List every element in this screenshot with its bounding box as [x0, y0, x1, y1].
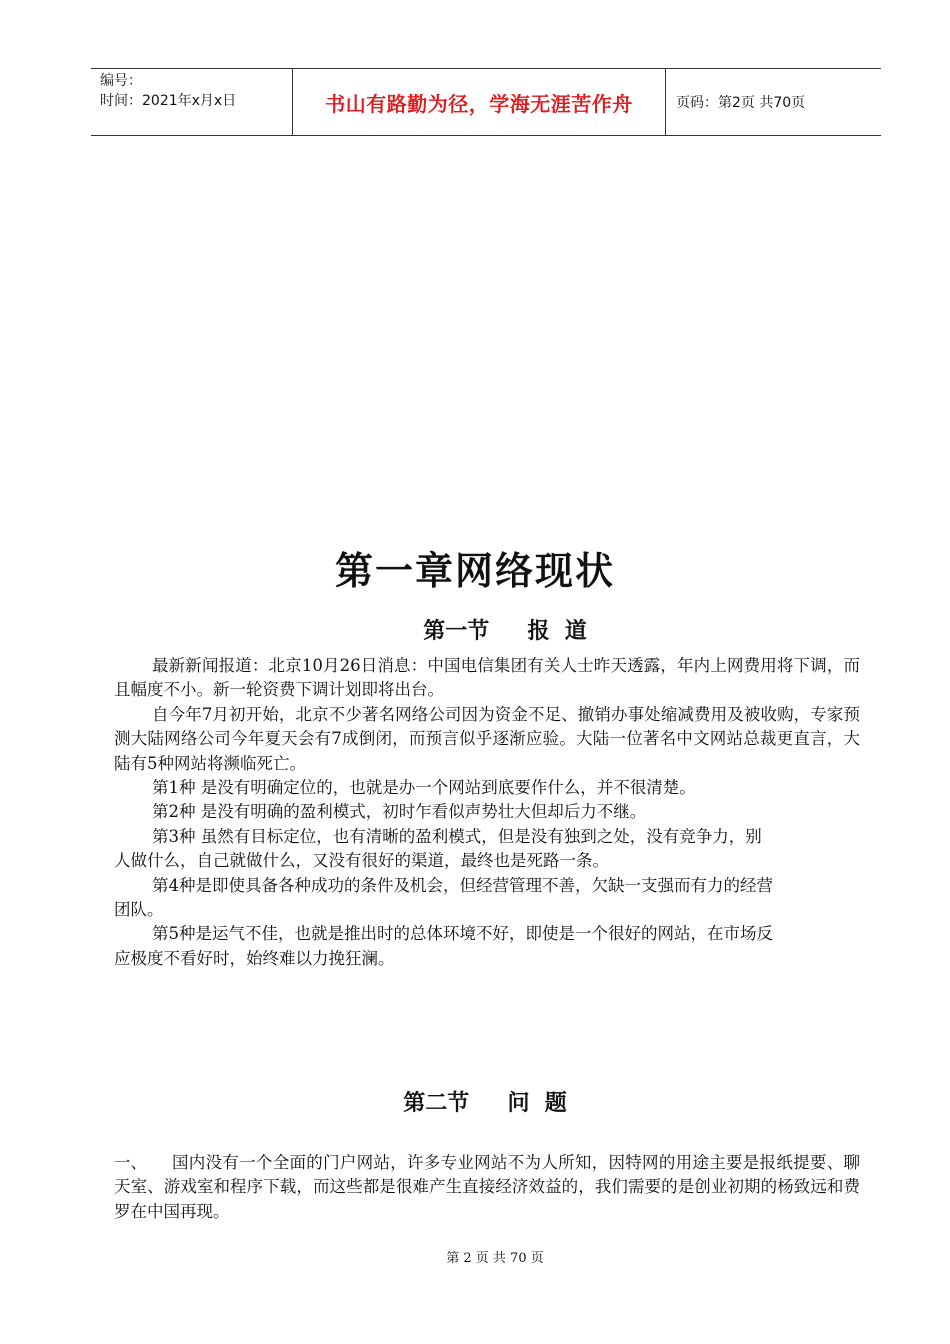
- header-motto: 书山有路勤为径，学海无涯苦作舟: [293, 69, 666, 135]
- paragraph: 团队。: [114, 900, 164, 920]
- section-title-2: 第二节 问 题: [403, 1091, 567, 1116]
- page-header: [91, 68, 881, 136]
- paragraph: 第5种是运气不佳，也就是推出时的总体环境不好，即使是一个很好的网站，在市场反: [152, 924, 773, 944]
- list-item-text: 国内没有一个全面的门户网站，许多专业网站不为人所知，因特网的用途主要是报纸提要、聊天室、游戏室和程序下载，而这些都是很难产生直接经济效益的，我们需要的是创业初期的杨致远和费罗在中国再现。: [114, 1153, 860, 1221]
- paragraph: 第3种 虽然有目标定位，也有清晰的盈利模式，但是没有独到之处，没有竞争力，别: [152, 826, 762, 846]
- header-meta: [91, 69, 293, 135]
- page-footer: 第 2 页 共 70 页: [446, 1251, 544, 1266]
- section-title-1: 第一节 报 道: [423, 619, 587, 644]
- paragraph: 应极度不看好时，始终难以力挽狂澜。: [114, 948, 395, 968]
- chapter-title: 第一章网络现状: [334, 549, 615, 593]
- paragraph: 第2种 是没有明确的盈利模式，初时乍看似声势壮大但却后力不继。: [152, 802, 647, 822]
- paragraph: 第1种 是没有明确定位的，也就是办一个网站到底要作什么，并不很清楚。: [152, 778, 696, 798]
- paragraph: 第4种是即使具备各种成功的条件及机会，但经营管理不善，欠缺一支强而有力的经营: [152, 875, 773, 895]
- list-item: [114, 1151, 860, 1224]
- document-time-label: 时间：2021年x月x日: [100, 93, 237, 109]
- section-2-body: [114, 1151, 860, 1224]
- document-number-label: 编号：: [100, 73, 142, 89]
- paragraph: 自今年7月初开始，北京不少著名网络公司因为资金不足、撤销办事处缩减费用及被收购，专家预测大陆网络公司今年夏天会有7成倒闭，而预言似乎逐渐应验。大陆一位著名中文网站总裁更直言，大陆有5种网站将濒临死亡。: [114, 704, 860, 773]
- list-item-number: 一、: [114, 1153, 147, 1172]
- paragraph: 人做什么，自己就做什么，又没有很好的渠道，最终也是死路一条。: [114, 851, 609, 871]
- paragraph: 最新新闻报道：北京10月26日消息：中国电信集团有关人士昨天透露，年内上网费用将下调，而且幅度不小。新一轮资费下调计划即将出台。: [114, 656, 860, 700]
- section-1-body: [114, 654, 860, 971]
- header-page-label: 页码：第2页 共70页: [676, 95, 806, 111]
